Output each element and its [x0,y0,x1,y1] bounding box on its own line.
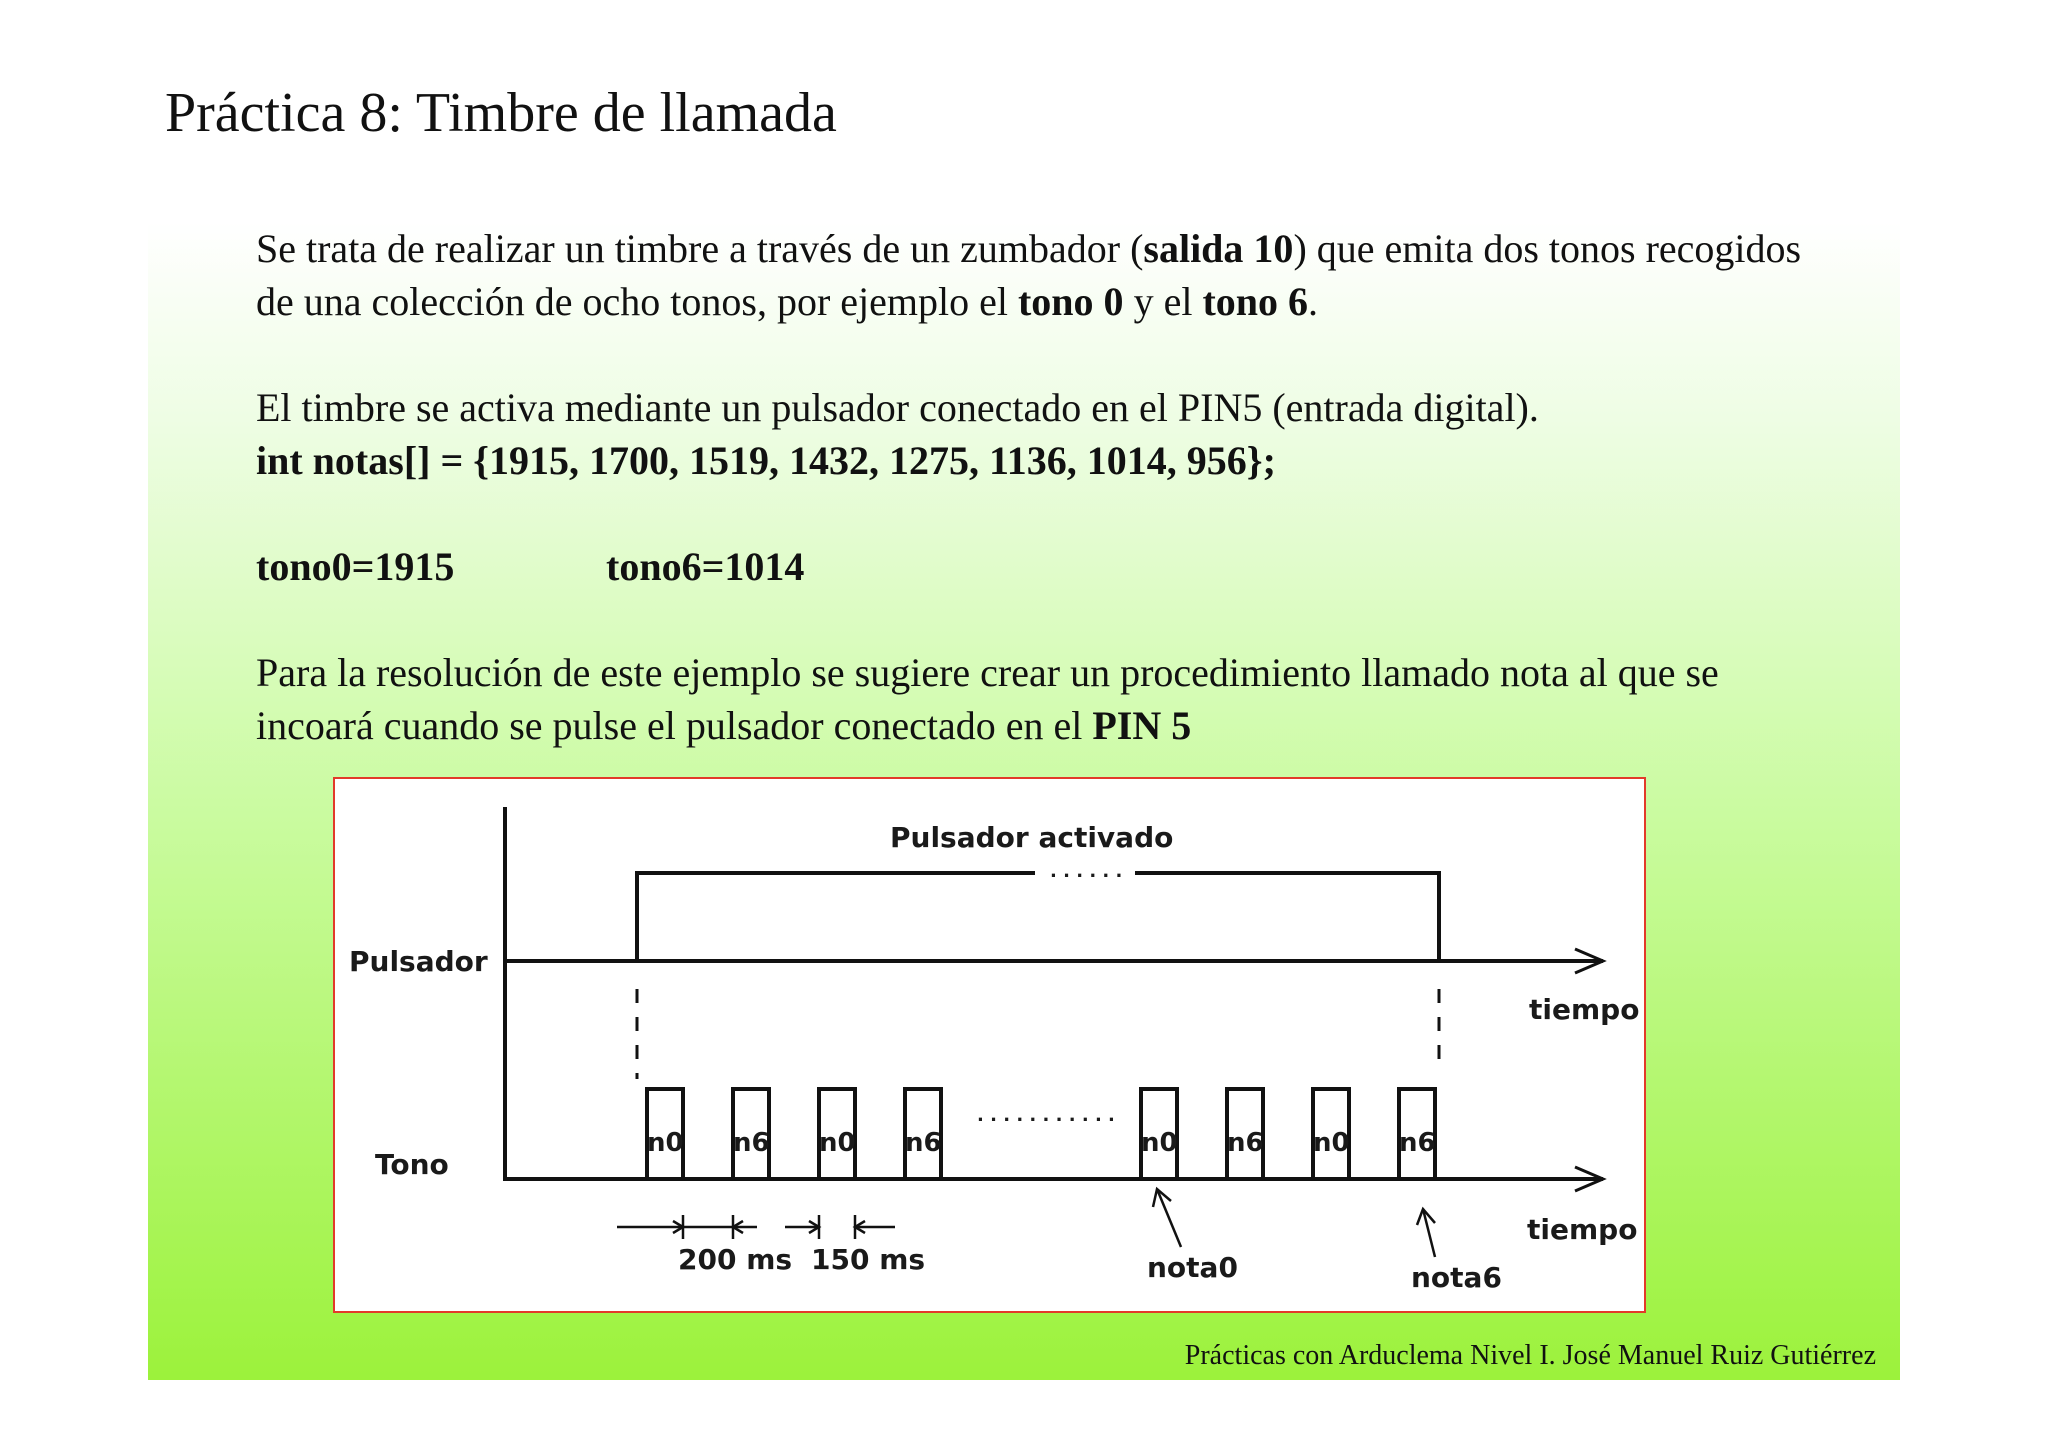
tono-label: Tono [375,1148,449,1181]
pulsador-activado-label: Pulsador activado [890,821,1174,854]
dots-top: . . . . . . [1050,861,1123,882]
timing-diagram-svg [335,779,1644,1311]
intro-text-1: Se trata de realizar un timbre a través de un zumbador ( [256,226,1144,271]
nota-arrows [1153,1189,1435,1257]
duration-200ms: 200 ms [678,1243,793,1276]
paragraph-intro [256,222,1816,328]
intro-text-2: ) que emita dos tonos recogidos de una colección de ocho tonos, por ejemplo el [256,226,1802,324]
pulse-label-4: n6 [905,1128,942,1158]
procedimiento-bold-pin: PIN 5 [1092,703,1192,748]
intro-text-4: . [1308,279,1319,324]
paragraph-procedimiento [256,646,1816,752]
intro-bold-tono0: tono 0 [1017,279,1124,324]
pulse-label-2: n6 [733,1128,770,1158]
pulse-label-3: n0 [819,1128,856,1158]
footer-credit: Prácticas con Arduclema Nivel I. José Manuel Ruiz Gutiérrez [1184,1340,1876,1371]
pulses-left [647,1089,941,1179]
pulse-label-6: n6 [1227,1128,1264,1158]
tono0-value: tono0=1915 [256,544,455,589]
timing-diagram [333,777,1646,1313]
procedimiento-text: Para la resolución de este ejemplo se sugiere crear un procedimiento llamado nota al que se incoará cuando se pulse el pulsador conectado en el [256,650,1719,748]
paragraph-pulsador: El timbre se activa mediante un pulsador conectado en el PIN5 (entrada digital). [256,385,1539,430]
pulsador-label: Pulsador [349,945,488,978]
tono6-value: tono6=1014 [606,544,805,589]
pulse-label-1: n0 [647,1128,684,1158]
tonos-line [256,540,1816,593]
dots-middle: . . . . . . . . . . . [977,1105,1115,1126]
page-title: Práctica 8: Timbre de llamada [165,82,837,144]
body-text [256,222,1816,752]
pulsador-pulse-left [637,873,1035,961]
nota0-label: nota0 [1147,1251,1238,1284]
pulse-label-5: n0 [1141,1128,1178,1158]
pulse-label-8: n6 [1399,1128,1436,1158]
duration-150ms: 150 ms [811,1243,926,1276]
intro-text-3: y el [1123,279,1203,324]
code-line: int notas[] = {1915, 1700, 1519, 1432, 1275, 1136, 1014, 956}; [256,438,1276,483]
nota6-label: nota6 [1411,1261,1502,1294]
intro-bold-tono6: tono 6 [1202,279,1309,324]
tiempo-top-label: tiempo [1529,993,1640,1026]
duration-markers [617,1215,895,1239]
pulse-label-7: n0 [1313,1128,1350,1158]
intro-bold-salida: salida 10 [1143,226,1294,271]
pulses-right [1141,1089,1435,1179]
pulsador-pulse-right [1135,873,1439,961]
tiempo-bottom-label: tiempo [1527,1213,1638,1246]
